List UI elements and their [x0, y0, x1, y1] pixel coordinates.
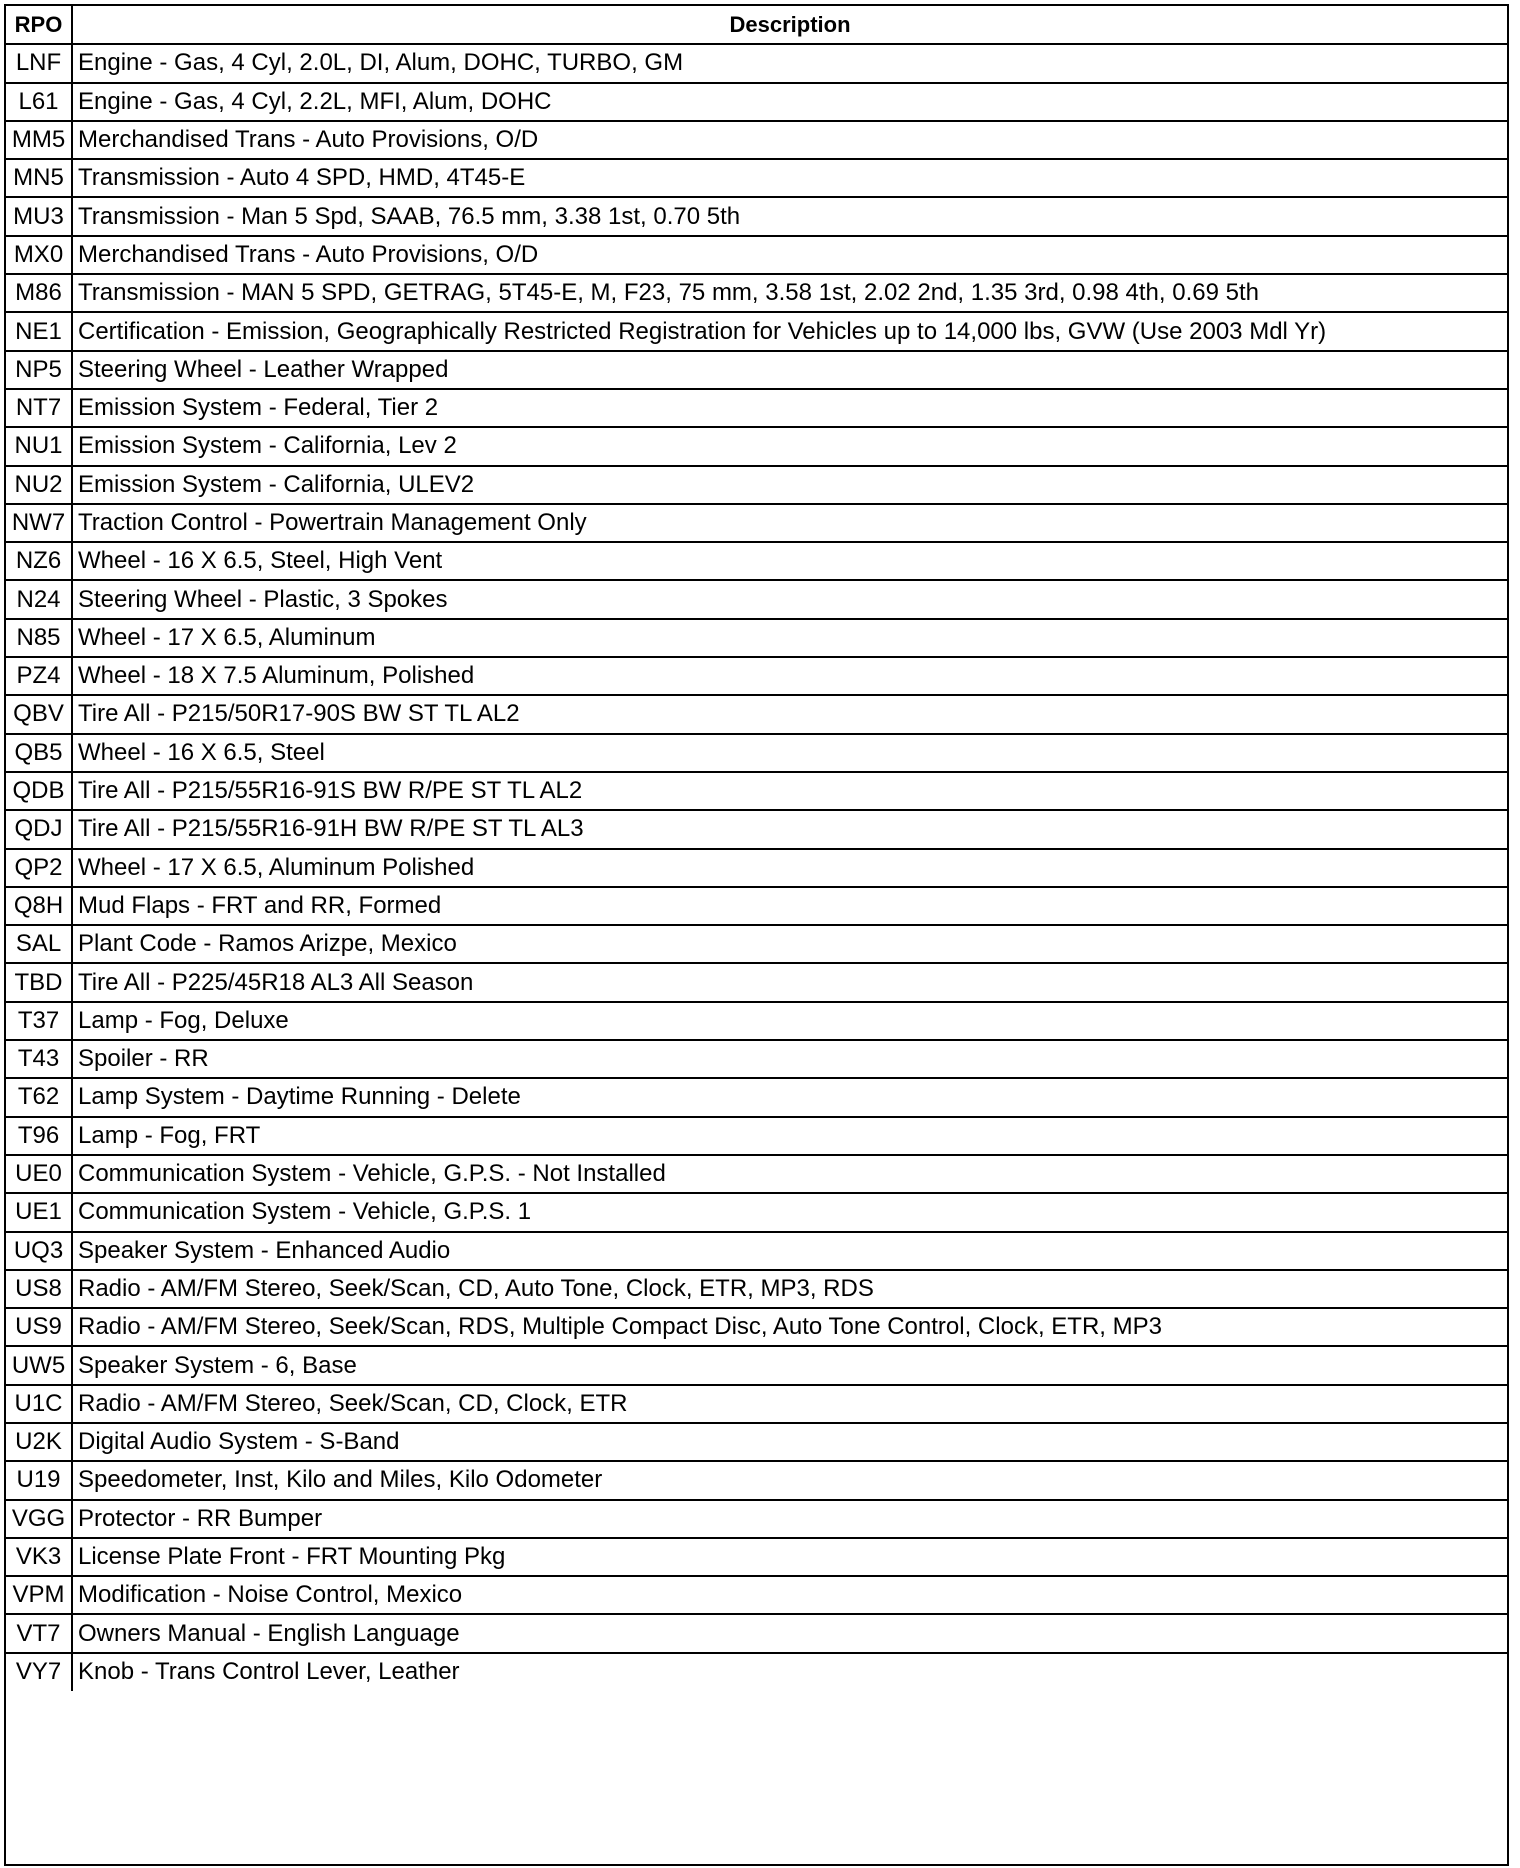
rpo-code-cell: NU1 [6, 427, 72, 465]
rpo-document [4, 4, 1509, 1866]
rpo-code-cell: T62 [6, 1078, 72, 1116]
description-cell: Plant Code - Ramos Arizpe, Mexico [72, 925, 1507, 963]
rpo-code-cell: VPM [6, 1576, 72, 1614]
table-row [6, 734, 1507, 772]
description-cell: Wheel - 18 X 7.5 Aluminum, Polished [72, 657, 1507, 695]
rpo-code-cell: MU3 [6, 197, 72, 235]
column-header-rpo: RPO [6, 6, 72, 44]
table-row [6, 1308, 1507, 1346]
rpo-code-cell: VK3 [6, 1538, 72, 1576]
table-row [6, 389, 1507, 427]
column-header-description: Description [72, 6, 1507, 44]
description-cell: Tire All - P225/45R18 AL3 All Season [72, 963, 1507, 1001]
description-cell: Spoiler - RR [72, 1040, 1507, 1078]
description-cell: Merchandised Trans - Auto Provisions, O/D [72, 236, 1507, 274]
table-row [6, 695, 1507, 733]
description-cell: Communication System - Vehicle, G.P.S. 1 [72, 1193, 1507, 1231]
table-row [6, 351, 1507, 389]
table-row [6, 542, 1507, 580]
table-row [6, 580, 1507, 618]
rpo-code-cell: N85 [6, 619, 72, 657]
header-row [6, 6, 1507, 44]
table-row [6, 657, 1507, 695]
table-row [6, 1232, 1507, 1270]
description-cell: Traction Control - Powertrain Management Only [72, 504, 1507, 542]
rpo-code-cell: MN5 [6, 159, 72, 197]
description-cell: Knob - Trans Control Lever, Leather [72, 1653, 1507, 1691]
description-cell: Emission System - California, Lev 2 [72, 427, 1507, 465]
rpo-code-cell: T43 [6, 1040, 72, 1078]
table-row [6, 810, 1507, 848]
rpo-table [6, 6, 1507, 1691]
description-cell: Modification - Noise Control, Mexico [72, 1576, 1507, 1614]
description-cell: Radio - AM/FM Stereo, Seek/Scan, CD, Clock, ETR [72, 1385, 1507, 1423]
description-cell: Radio - AM/FM Stereo, Seek/Scan, RDS, Multiple Compact Disc, Auto Tone Control, Clock, ETR, MP3 [72, 1308, 1507, 1346]
rpo-code-cell: T96 [6, 1117, 72, 1155]
description-cell: Steering Wheel - Leather Wrapped [72, 351, 1507, 389]
table-row [6, 849, 1507, 887]
table-row [6, 887, 1507, 925]
table-row [6, 1538, 1507, 1576]
rpo-code-cell: LNF [6, 44, 72, 82]
table-row [6, 1500, 1507, 1538]
rpo-code-cell: US8 [6, 1270, 72, 1308]
description-cell: Tire All - P215/55R16-91H BW R/PE ST TL AL3 [72, 810, 1507, 848]
description-cell: Lamp - Fog, FRT [72, 1117, 1507, 1155]
description-cell: Digital Audio System - S-Band [72, 1423, 1507, 1461]
table-row [6, 1423, 1507, 1461]
rpo-code-cell: Q8H [6, 887, 72, 925]
description-cell: Lamp - Fog, Deluxe [72, 1002, 1507, 1040]
rpo-code-cell: UW5 [6, 1346, 72, 1384]
rpo-code-cell: M86 [6, 274, 72, 312]
rpo-code-cell: QDJ [6, 810, 72, 848]
rpo-code-cell: QP2 [6, 849, 72, 887]
rpo-code-cell: SAL [6, 925, 72, 963]
rpo-code-cell: NE1 [6, 312, 72, 350]
description-cell: Wheel - 17 X 6.5, Aluminum Polished [72, 849, 1507, 887]
rpo-code-cell: L61 [6, 83, 72, 121]
description-cell: Speaker System - Enhanced Audio [72, 1232, 1507, 1270]
description-cell: Tire All - P215/55R16-91S BW R/PE ST TL AL2 [72, 772, 1507, 810]
table-row [6, 1385, 1507, 1423]
table-row [6, 1270, 1507, 1308]
rpo-code-cell: NP5 [6, 351, 72, 389]
rpo-code-cell: U2K [6, 1423, 72, 1461]
rpo-code-cell: U19 [6, 1461, 72, 1499]
description-cell: Speaker System - 6, Base [72, 1346, 1507, 1384]
table-row [6, 1078, 1507, 1116]
description-cell: Wheel - 16 X 6.5, Steel, High Vent [72, 542, 1507, 580]
rpo-code-cell: MM5 [6, 121, 72, 159]
rpo-code-cell: VY7 [6, 1653, 72, 1691]
description-cell: Tire All - P215/50R17-90S BW ST TL AL2 [72, 695, 1507, 733]
description-cell: Transmission - Man 5 Spd, SAAB, 76.5 mm, 3.38 1st, 0.70 5th [72, 197, 1507, 235]
description-cell: Engine - Gas, 4 Cyl, 2.0L, DI, Alum, DOHC, TURBO, GM [72, 44, 1507, 82]
description-cell: Steering Wheel - Plastic, 3 Spokes [72, 580, 1507, 618]
rpo-code-cell: QDB [6, 772, 72, 810]
description-cell: Owners Manual - English Language [72, 1614, 1507, 1652]
description-cell: Communication System - Vehicle, G.P.S. - Not Installed [72, 1155, 1507, 1193]
table-row [6, 1117, 1507, 1155]
rpo-code-cell: U1C [6, 1385, 72, 1423]
rpo-code-cell: TBD [6, 963, 72, 1001]
description-cell: Emission System - California, ULEV2 [72, 466, 1507, 504]
rpo-code-cell: PZ4 [6, 657, 72, 695]
description-cell: Transmission - MAN 5 SPD, GETRAG, 5T45-E, M, F23, 75 mm, 3.58 1st, 2.02 2nd, 1.35 3rd, 0.98 4th, 0.69 5th [72, 274, 1507, 312]
table-row [6, 1040, 1507, 1078]
table-body [6, 44, 1507, 1691]
description-cell: Mud Flaps - FRT and RR, Formed [72, 887, 1507, 925]
rpo-code-cell: UE1 [6, 1193, 72, 1231]
rpo-code-cell: US9 [6, 1308, 72, 1346]
rpo-code-cell: NT7 [6, 389, 72, 427]
table-row [6, 619, 1507, 657]
table-row [6, 504, 1507, 542]
description-cell: License Plate Front - FRT Mounting Pkg [72, 1538, 1507, 1576]
rpo-code-cell: NZ6 [6, 542, 72, 580]
rpo-code-cell: UE0 [6, 1155, 72, 1193]
table-row [6, 44, 1507, 82]
description-cell: Radio - AM/FM Stereo, Seek/Scan, CD, Auto Tone, Clock, ETR, MP3, RDS [72, 1270, 1507, 1308]
table-row [6, 1461, 1507, 1499]
description-cell: Lamp System - Daytime Running - Delete [72, 1078, 1507, 1116]
rpo-code-cell: UQ3 [6, 1232, 72, 1270]
rpo-code-cell: VT7 [6, 1614, 72, 1652]
table-row [6, 1614, 1507, 1652]
table-row [6, 925, 1507, 963]
description-cell: Wheel - 16 X 6.5, Steel [72, 734, 1507, 772]
rpo-code-cell: MX0 [6, 236, 72, 274]
table-row [6, 1346, 1507, 1384]
rpo-code-cell: T37 [6, 1002, 72, 1040]
table-row [6, 1193, 1507, 1231]
table-row [6, 197, 1507, 235]
table-row [6, 236, 1507, 274]
rpo-code-cell: QBV [6, 695, 72, 733]
table-row [6, 1002, 1507, 1040]
description-cell: Emission System - Federal, Tier 2 [72, 389, 1507, 427]
table-row [6, 1576, 1507, 1614]
rpo-code-cell: NU2 [6, 466, 72, 504]
table-row [6, 772, 1507, 810]
table-row [6, 274, 1507, 312]
table-row [6, 83, 1507, 121]
table-row [6, 963, 1507, 1001]
description-cell: Transmission - Auto 4 SPD, HMD, 4T45-E [72, 159, 1507, 197]
description-cell: Merchandised Trans - Auto Provisions, O/D [72, 121, 1507, 159]
rpo-code-cell: N24 [6, 580, 72, 618]
table-row [6, 466, 1507, 504]
description-cell: Certification - Emission, Geographically Restricted Registration for Vehicles up to 14,000 lbs, GVW (Use 2003 Mdl Yr) [72, 312, 1507, 350]
rpo-code-cell: QB5 [6, 734, 72, 772]
description-cell: Protector - RR Bumper [72, 1500, 1507, 1538]
table-row [6, 427, 1507, 465]
description-cell: Engine - Gas, 4 Cyl, 2.2L, MFI, Alum, DOHC [72, 83, 1507, 121]
description-cell: Speedometer, Inst, Kilo and Miles, Kilo Odometer [72, 1461, 1507, 1499]
table-row [6, 121, 1507, 159]
rpo-code-cell: NW7 [6, 504, 72, 542]
description-cell: Wheel - 17 X 6.5, Aluminum [72, 619, 1507, 657]
table-row [6, 1653, 1507, 1691]
table-row [6, 1155, 1507, 1193]
table-row [6, 159, 1507, 197]
table-row [6, 312, 1507, 350]
rpo-code-cell: VGG [6, 1500, 72, 1538]
